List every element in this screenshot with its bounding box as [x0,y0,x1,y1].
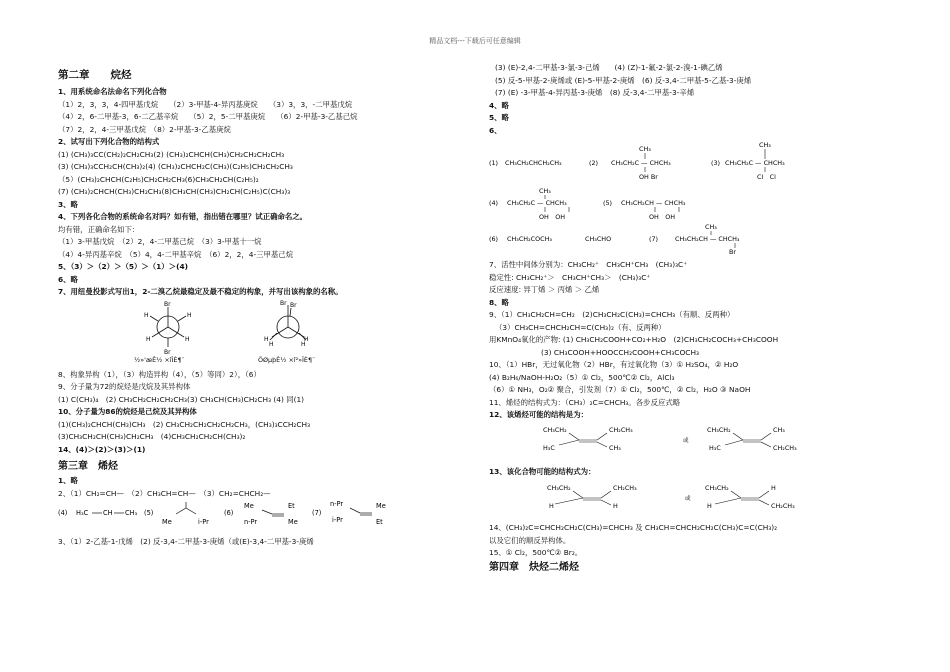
svg-text:H: H [549,502,554,510]
q6-structures [489,137,929,255]
r-q9-line4: (3) CH₃COOH+HOOCCH₂COOH+CH₃COCH₃ [541,347,699,357]
q4-line1: （1）3-甲基戊烷 （2）2，4-二甲基己烷 （3）3-甲基十一烷 [58,237,262,246]
q12-structures [489,422,929,462]
q14-line: 14、(4)＞(2)＞(3)＞(1) [58,444,146,454]
svg-text:CH₃: CH₃ [125,509,138,517]
r-line3: (7) (E) -3-甲基-4-异丙基-3-庚烯 (8) 反-3,4-二甲基-3-辛烯 [495,88,695,97]
svg-text:CH₃: CH₃ [639,145,651,153]
r-q13-line: 13、该化合物可能的结构式为： [489,466,596,476]
q12-or-label: 或 [683,437,689,444]
svg-text:CH₃CH₂: CH₃CH₂ [707,425,731,434]
q2-line4: (7) (CH₃)₂CHCH(CH₃)CH₂CH₃(8)CH₃CH(CH₃)CH₂CH(C₂H₅)C(CH₃)₃ [58,187,291,196]
q2-line3: （5）(CH₃)₂CHCH(C₂H₅)CH₂CH₂CH₃(6)CH₃CH₂CH(C₂H₅)₂ [58,174,259,184]
right-column [489,62,929,576]
svg-text:H: H [304,335,309,343]
svg-text:Me: Me [376,502,386,510]
svg-text:Br: Br [164,300,171,308]
svg-text:H₃C: H₃C [709,443,721,452]
svg-text:OH OH: OH OH [539,213,566,221]
svg-text:CH₃CH₂C — CHCH₃: CH₃CH₂C — CHCH₃ [725,159,785,167]
svg-text:H: H [144,311,149,319]
svg-text:n-Pr: n-Pr [244,518,258,526]
svg-text:(4): (4) [489,199,499,207]
svg-text:H: H [301,340,306,348]
newman-eclipsed-caption: ÖØµþÊ½ ×î²»ÎÈ¶¨ [258,355,316,364]
q9-line: 9、分子量为72的烷烃是戊烷及其异构体 [58,382,191,391]
q13-structures [489,478,929,518]
svg-text:(6): (6) [224,509,234,517]
page-header: 精品文档---下载后可任意编辑 [429,37,521,45]
chapter2-title: 第二章 烷烃 [58,69,132,81]
r-q10-line3: （6）① NH₃，O₂② 聚合，引发剂（7）① Cl₂，500℃，② Cl₂，H₂O ③ NaOH [489,385,751,394]
r-q11-line: 11、烯烃的结构式为：（CH₃）₂C=CHCH₃。各步反应式略 [489,397,681,407]
r-q5-line: 5、略 [489,113,509,122]
q4-line0: 均有错，正确命名如下： [58,224,140,234]
svg-text:H₃C: H₃C [76,509,89,517]
r-q9-line2: （3）CH₃CH=CHCH₂CH=C(CH₃)₂（有、反两种） [495,322,666,332]
r-line1: (3) (E)-2,4-二甲基-3-氯-3-己烯 (4) (Z)-1-氟-2-氯-2-溴-1-碘乙烯 [495,63,723,72]
r-q14-line1: 14、(CH₃)₂C=CHCH₂CH₂C(CH₃)=CHCH₃ 及 CH₃CH=CHCH₂CH₂C(CH₃)C=C(CH₃)₂ [489,523,778,532]
svg-text:CH₃CH₂: CH₃CH₂ [543,425,567,434]
svg-text:(6): (6) [489,235,499,243]
q3-line: 3、略 [58,199,78,209]
svg-text:Me: Me [244,502,254,510]
svg-text:Br: Br [280,299,287,307]
svg-text:CH₃CH₂CHCH₂CH₃: CH₃CH₂CHCH₂CH₃ [505,159,562,167]
newman-anti-caption: ½»'æÊ½ ×îÎÈ¶¨ [134,355,185,364]
svg-text:H: H [707,502,712,510]
svg-text:(5): (5) [603,199,613,207]
q1-title: 1、用系统命名法命名下列化合物 [58,87,167,96]
r-q7-line2: 稳定性: CH₃CH₂⁺＞ CH₃CH⁺CH₃＞ (CH₃)₃C⁺ [489,272,651,282]
q2-title: 2、试写出下列化合物的结构式 [58,137,160,146]
svg-text:CH₃CHO: CH₃CHO [585,235,612,243]
svg-text:CH₃CH₂COCH₃: CH₃CH₂COCH₃ [507,235,552,243]
svg-text:CH₃: CH₃ [539,187,551,195]
q10-line: 10、分子量为86的烷烃是己烷及其异构体 [58,407,197,416]
q10-answer1: (1)(CH₃)₂CHCH(CH₃)CH₃ (2) CH₃CH₂CH₂CH₂CH₂CH₃，(CH₃)₃CCH₂CH₃ [58,419,311,429]
svg-text:CH₃: CH₃ [705,223,717,231]
q9-answer: (1) C(CH₃)₄ (2) CH₃CH₂CH₂CH₂CH₃(3) CH₃CH(CH₃)CH₂CH₃ (4) 同(1) [58,394,305,404]
svg-text:CH₃CH₂C — CHCH₃: CH₃CH₂C — CHCH₃ [611,159,671,167]
svg-text:CH₂CH₃: CH₂CH₃ [609,425,633,434]
newman-projections [58,299,458,355]
svg-text:CH₂CH₃: CH₂CH₃ [613,484,637,492]
svg-text:(4): (4) [58,509,68,517]
svg-text:i-Pr: i-Pr [198,518,209,526]
r-q4-line: 4、略 [489,100,509,110]
svg-text:H: H [771,484,776,492]
newman-anti-figure [138,299,198,355]
r-q7-line1: 7、活性中间体分别为：CH₃CH₂⁺ CH₃CH⁺CH₃ (CH₃)₃C⁺ [489,260,688,269]
svg-text:(3): (3) [711,159,721,167]
r-q14-line2: 以及它们的顺反异构体。 [489,535,571,545]
svg-text:H₃C: H₃C [543,443,555,452]
q8-line: 8、构象异构（1），（3）构造异构（4），（5）等同）2），（6） [58,369,261,379]
q1-line3: （7）2，2，4-三甲基戊烷 （8）2-甲基-3-乙基庚烷 [58,124,231,134]
svg-text:Me: Me [162,518,172,526]
q4-line2: （4）4-异丙基辛烷 （5）4，4-二甲基辛烷 （6）2，2，4-三甲基己烷 [58,249,294,259]
svg-text:Br: Br [164,348,171,355]
svg-text:CH: CH [103,509,113,517]
left-column [58,60,458,549]
svg-text:(7): (7) [649,235,659,243]
q1-line2: （4）2，6-二甲基-3，6-二乙基辛烷 （5）2，5-二甲基庚烷 （6）2-甲基-3-乙基己烷 [58,112,358,121]
svg-text:H: H [146,335,151,343]
r-q7-line3: 反应速度: 异丁烯 ＞ 丙烯 ＞ 乙烯 [489,285,600,294]
svg-text:H: H [613,502,618,510]
q13-or-label: 或 [685,496,691,502]
svg-text:CH₂CH₃: CH₂CH₃ [773,443,797,452]
svg-text:CH₃CH₂CH — CHCH₃: CH₃CH₂CH — CHCH₃ [675,235,740,243]
svg-text:i-Pr: i-Pr [332,516,343,524]
svg-text:Cl Cl: Cl Cl [757,173,776,181]
svg-text:CH₃CH₂CH — CHCH₃: CH₃CH₂CH — CHCH₃ [621,199,686,207]
q10-answer2: (3)CH₃CH₂CH(CH₃)CH₂CH₃ (4)CH₃CH₂CH₂CH(CH₃)₂ [58,432,246,441]
newman-eclipsed-figure [258,299,318,355]
svg-text:H: H [185,335,190,343]
r-q12-line: 12、该烯烃可能的结构是为： [489,410,588,419]
r-line2: (5) 反-5-甲基-2-庚烯或 (E)-5-甲基-2-庚烯 (6) 反-3,4-二甲基-5-乙基-3-庚烯 [495,75,752,85]
q1-line1: （1）2，3，3，4-四甲基戊烷 （2）3-甲基-4-异丙基庚烷 （3）3，3，-二甲基戊烷 [58,99,353,109]
q5-line: 5、（3）＞（2）＞（5）＞（1）＞(4) [58,262,188,271]
c3-q1-line: 1、略 [58,476,78,485]
r-q10-line1: 10、（1）HBr，无过氧化物（2）HBr，有过氧化物（3）① H₂SO₄，② H₂O [489,360,739,369]
q2-line1: (1) (CH₃)₃CC(CH₂)₂CH₂CH₃(2) (CH₃)₂CHCH(CH₃)CH₂CH₂CH₂CH₃ [58,149,285,159]
svg-text:Br: Br [290,301,297,309]
newman-captions [58,355,458,365]
svg-text:H: H [269,340,274,348]
svg-text:(2): (2) [589,159,599,167]
svg-text:H: H [187,311,192,319]
r-q10-line2: (4) B₂H₆/NaOH-H₂O₂（5）① Cl₂，500℃② Cl₂，AlCl₃ [489,372,675,382]
svg-text:Et: Et [376,518,383,526]
svg-text:CH₃CH₂C — CHCH₃: CH₃CH₂C — CHCH₃ [507,199,567,207]
svg-text:(5): (5) [144,509,154,517]
svg-text:CH₃: CH₃ [773,425,785,434]
r-q8-line: 8、略 [489,297,509,307]
svg-text:CH₂CH₃: CH₂CH₃ [771,502,795,510]
q6-line: 6、略 [58,274,78,284]
svg-text:Br: Br [729,248,737,255]
svg-text:H: H [264,335,269,343]
q2-line2: (3) (CH₃)₃CCH₂CH(CH₃)₂(4) (CH₃)₂CHCH₂C(CH₃)(C₂H₅)CH₂CH₂CH₃ [58,162,293,171]
q7-title: 7、用纽曼投影式写出1，2-二溴乙烷最稳定及最不稳定的构象，并写出该构象的名称。 [58,287,343,296]
r-q15-line: 15、① Cl₂，500℃② Br₂。 [489,548,583,557]
svg-text:n-Pr: n-Pr [330,500,344,508]
svg-text:OH OH: OH OH [649,213,676,221]
svg-text:CH₃CH₂: CH₃CH₂ [705,484,729,492]
svg-text:(7): (7) [312,509,322,517]
chapter4-title: 第四章 炔烃二烯烃 [489,561,579,573]
q4-title: 4、下列各化合物的系统命名对吗？如有错，指出错在哪里？试正确命名之。 [58,212,308,221]
c3-q2-structures [58,500,458,532]
svg-text:Me: Me [288,518,298,526]
svg-text:CH₃: CH₃ [609,443,621,452]
r-q6-line: 6、 [489,125,502,135]
svg-text:CH₃CH₂: CH₃CH₂ [547,484,571,492]
c3-q3-line: 3、（1）2-乙基-1-戊烯 (2) 反-3,4-二甲基-3-庚烯（或(E)-3,4-二甲基-3-庚烯 [58,537,314,546]
svg-text:Et: Et [288,502,295,510]
svg-text:OH Br: OH Br [639,173,658,181]
svg-text:(1): (1) [489,159,499,167]
c3-q2-line: 2、（1）CH₂=CH— （2）CH₃CH=CH— （3）CH₂=CHCH₂— [58,488,271,498]
svg-text:CH₃: CH₃ [759,141,771,149]
r-q9-line1: 9、（1）CH₃CH₂CH=CH₂ (2)CH₃CH₂C(CH₃)=CHCH₃（有顺、反两种） [489,310,735,319]
r-q9-line3: 用KMnO₄氧化的产物: (1) CH₃CH₂COOH+CO₂+H₂O (2)CH₃CH₂COCH₃+CH₃COOH [489,335,779,344]
chapter3-title: 第三章 烯烃 [58,461,118,472]
